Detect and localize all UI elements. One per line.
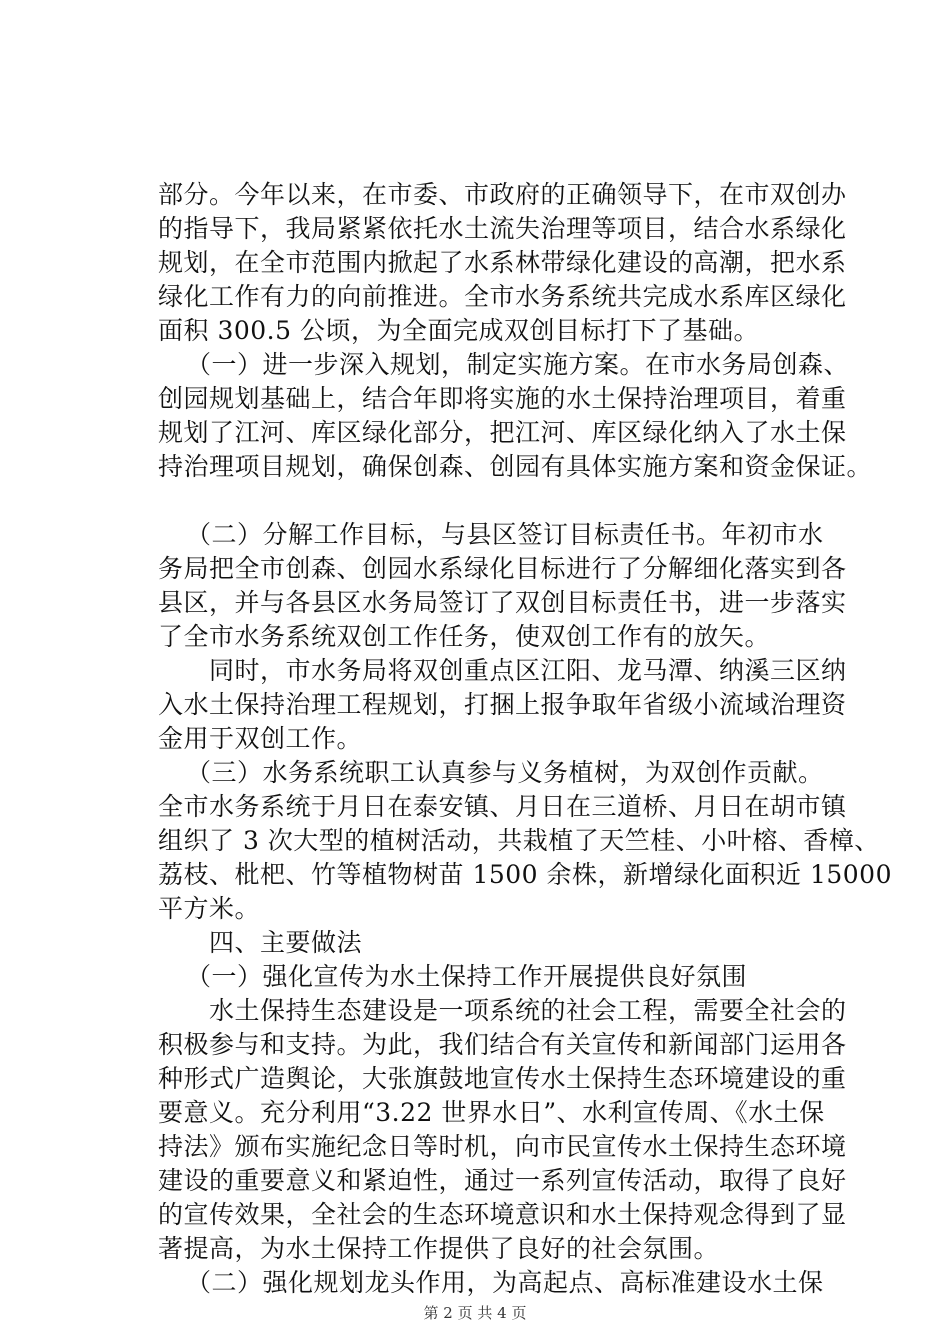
body-line: 了全市水务系统双创工作任务，使双创工作有的放矢。 — [158, 622, 771, 651]
body-line: 组织了 3 次大型的植树活动，共栽植了天竺桂、小叶榕、香樟、 — [158, 826, 880, 855]
body-line: 的宣传效果，全社会的生态环境意识和水土保持观念得到了显 — [158, 1200, 847, 1229]
page-number-footer: 第 2 页 共 4 页 — [423, 1304, 527, 1322]
body-line: 规划，在全市范围内掀起了水系林带绿化建设的高潮，把水系 — [158, 248, 847, 277]
subsection-heading: （一）强化宣传为水土保持工作开展提供良好氛围 — [186, 962, 748, 991]
body-line: 积极参与和支持。为此，我们结合有关宣传和新闻部门运用各 — [158, 1030, 847, 1059]
body-line: 的指导下，我局紧紧依托水土流失治理等项目，结合水系绿化 — [158, 214, 847, 243]
body-line: 绿化工作有力的向前推进。全市水务系统共完成水系库区绿化 — [158, 282, 847, 311]
body-line: 部分。今年以来，在市委、市政府的正确领导下，在市双创办 — [158, 180, 847, 209]
body-line: 种形式广造舆论，大张旗鼓地宣传水土保持生态环境建设的重 — [158, 1064, 847, 1093]
body-line: 建设的重要意义和紧迫性，通过一系列宣传活动，取得了良好 — [158, 1166, 847, 1195]
body-line: 金用于双创工作。 — [158, 724, 363, 753]
body-line: 创园规划基础上，结合年即将实施的水土保持治理项目，着重 — [158, 384, 847, 413]
body-line: 县区，并与各县区水务局签订了双创目标责任书，进一步落实 — [158, 588, 847, 617]
body-line: （二）分解工作目标，与县区签订目标责任书。年初市水 — [186, 520, 824, 549]
body-line: 平方米。 — [158, 894, 261, 923]
body-line: 规划了江河、库区绿化部分，把江河、库区绿化纳入了水土保 — [158, 418, 847, 447]
body-line: （一）进一步深入规划，制定实施方案。在市水务局创森、 — [186, 350, 850, 379]
body-line: 要意义。充分利用“3.22 世界水日”、水利宣传周、《水土保 — [158, 1098, 825, 1127]
body-line: 同时，市水务局将双创重点区江阳、龙马潭、纳溪三区纳 — [209, 656, 847, 685]
body-line: 务局把全市创森、创园水系绿化目标进行了分解细化落实到各 — [158, 554, 847, 583]
subsection-heading: （二）强化规划龙头作用，为高起点、高标准建设水土保 — [186, 1268, 824, 1297]
body-line: 著提高，为水土保持工作提供了良好的社会氛围。 — [158, 1234, 720, 1263]
body-line: 持治理项目规划，确保创森、创园有具体实施方案和资金保证。 — [158, 452, 873, 481]
body-line: 水土保持生态建设是一项系统的社会工程，需要全社会的 — [209, 996, 847, 1025]
body-line: 荔枝、枇杷、竹等植物树苗 1500 余株，新增绿化面积近 15000 — [158, 860, 892, 889]
body-line: 全市水务系统于月日在泰安镇、月日在三道桥、月日在胡市镇 — [158, 792, 847, 821]
body-line: 入水土保持治理工程规划，打捆上报争取年省级小流域治理资 — [158, 690, 847, 719]
body-line: 面积 300.5 公顷，为全面完成双创目标打下了基础。 — [158, 316, 759, 345]
section-heading: 四、主要做法 — [209, 928, 363, 957]
body-line: 持法》颁布实施纪念日等时机，向市民宣传水土保持生态环境 — [158, 1132, 847, 1161]
body-line: （三）水务系统职工认真参与义务植树，为双创作贡献。 — [186, 758, 824, 787]
